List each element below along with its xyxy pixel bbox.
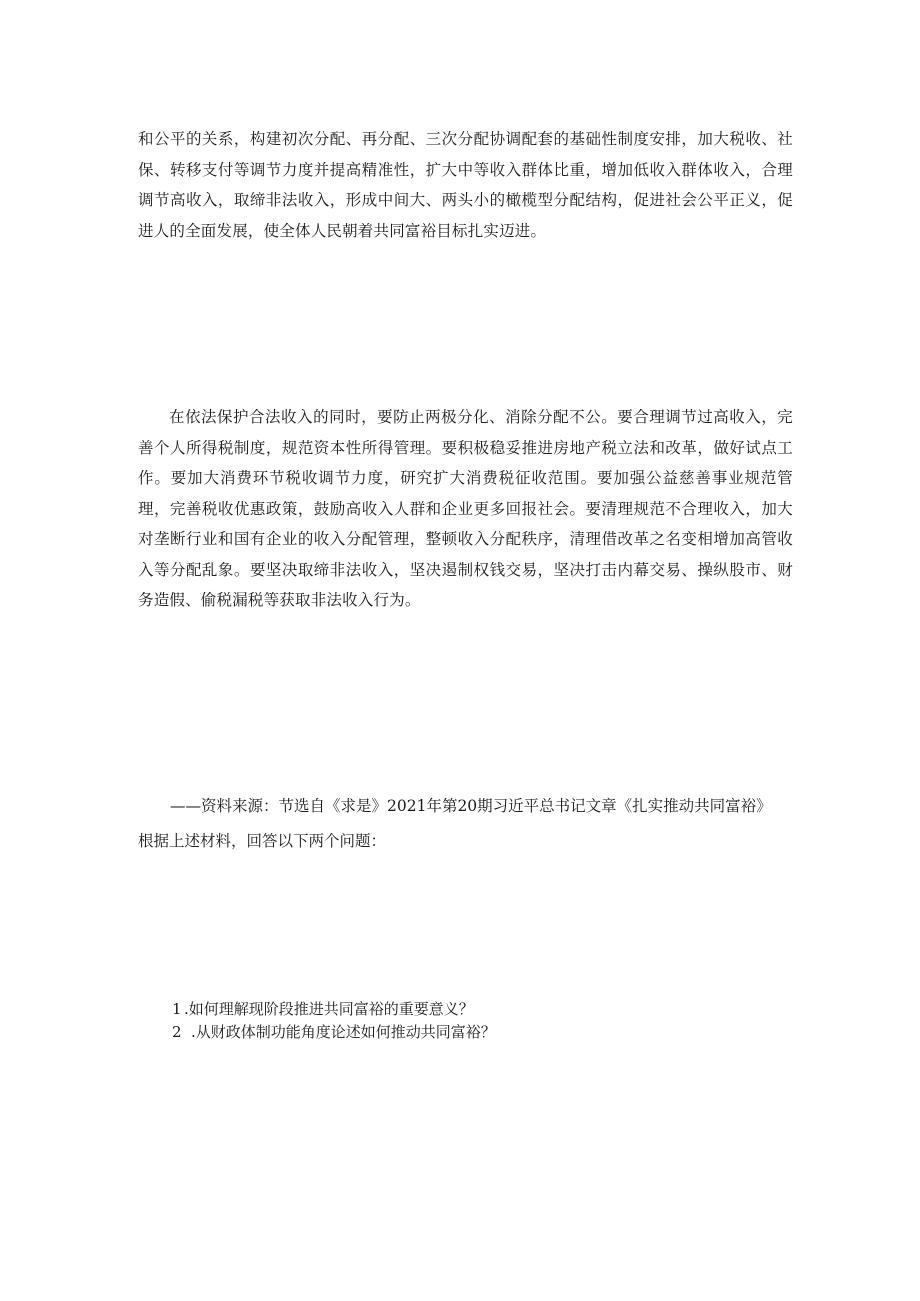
question-text: .从财政体制功能角度论述如何推动共同富裕？ (191, 1023, 496, 1041)
question-item-2 (172, 1021, 496, 1044)
source-citation: ——资料来源：节选自《求是》2021年第20期习近平总书记文章《扎实推动共同富裕》 (170, 797, 772, 815)
body-paragraph-2: 在依法保护合法收入的同时，要防止两极分化、消除分配不公。要合理调节过高收入，完善个人所得税制度，规范资本性所得管理。要积极稳妥推进房地产税立法和改革，做好试点工作。要加大消费环节税收调节力度，研究扩大消费税征收范围。要加强公益慈善事业规范管理，完善税收优惠政策，鼓励高收入人群和企业更多回报社会。要清理规范不合理收入，加大对垄断行业和国有企业的收入分配管理，整顿收入分配秩序，清理借改革之名变相增加高管收入等分配乱象。要坚决取缔非法收入，坚决遏制权钱交易，坚决打击内幕交易、操纵股市、财务造假、偷税漏税等获取非法收入行为。 (138, 408, 793, 609)
question-text: .如何理解现阶段推进共同富裕的重要意义？ (184, 1000, 474, 1018)
question-number: 2 (172, 1023, 182, 1041)
question-item-1 (172, 998, 496, 1021)
body-paragraph-1: 和公平的关系，构建初次分配、再分配、三次分配协调配套的基础性制度安排，加大税收、社保、转移支付等调节力度并提高精准性，扩大中等收入群体比重，增加低收入群体收入，合理调节高收入，取缔非法收入，形成中间大、两头小的橄榄型分配结构，促进社会公平正义，促进人的全面发展，使全体人民朝着共同富裕目标扎实迈进。 (138, 130, 793, 240)
question-number: 1 (172, 1000, 182, 1018)
question-prompt: 根据上述材料，回答以下两个问题： (138, 832, 387, 850)
question-list (172, 998, 496, 1044)
